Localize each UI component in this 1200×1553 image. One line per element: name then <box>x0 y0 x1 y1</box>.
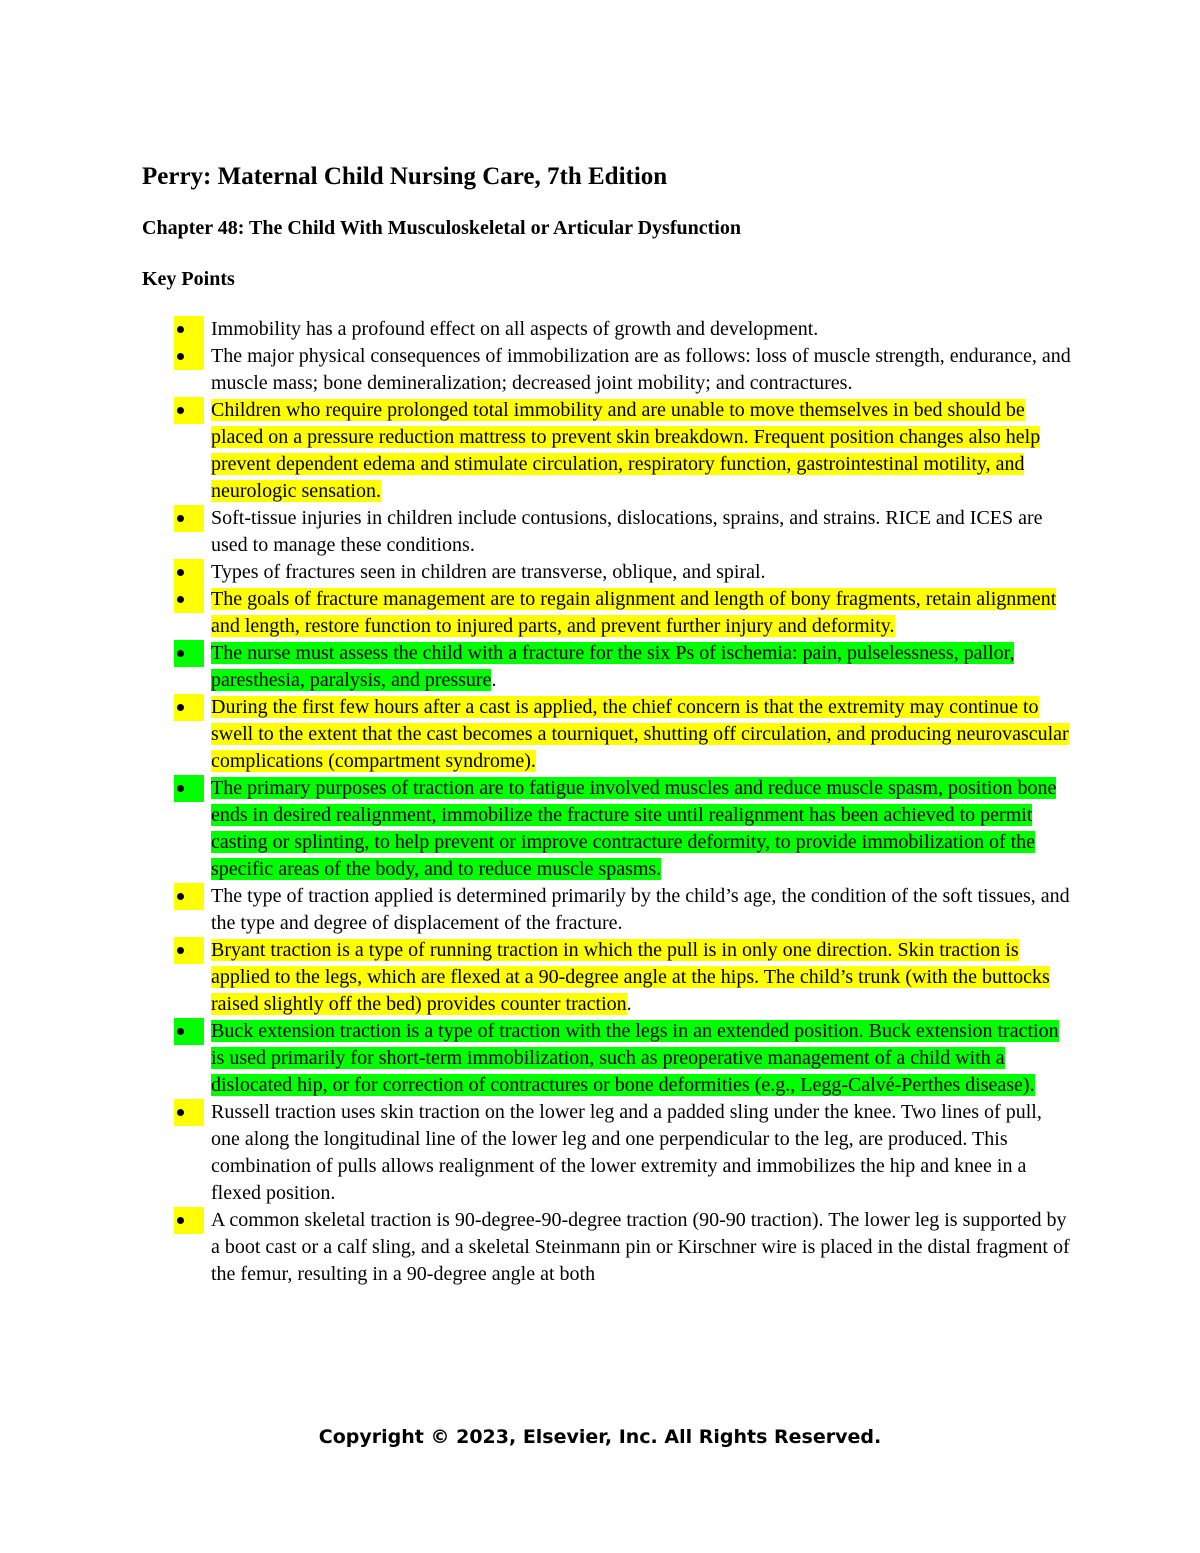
section-title: Key Points <box>142 268 235 290</box>
bullet-icon <box>174 343 204 370</box>
key-point-item <box>174 505 1074 559</box>
chapter-title: Chapter 48: The Child With Musculoskeletal or Articular Dysfunction <box>142 217 741 239</box>
bullet-icon <box>174 1018 204 1045</box>
key-point-text: Types of fractures seen in children are transverse, oblique, and spiral. <box>211 561 766 583</box>
key-point-text: A common skeletal traction is 90-degree-90-degree traction (90-90 traction). The lower leg is supported by a boot cast or a calf sling, and a skeletal Steinmann pin or Kirschner wire is placed in the distal fragment of the femur, resulting in a 90-degree angle at both <box>211 1209 1070 1285</box>
key-point-text: Soft-tissue injuries in children include contusions, dislocations, sprains, and strains. RICE and ICES are used to manage these conditions. <box>211 507 1043 556</box>
bullet-icon <box>174 775 204 802</box>
key-point-item <box>174 937 1074 1018</box>
bullet-icon <box>174 883 204 910</box>
bullet-icon <box>174 397 204 424</box>
bullet-icon <box>174 937 204 964</box>
key-point-text: The primary purposes of traction are to fatigue involved muscles and reduce muscle spasm, position bone ends in desired realignment, immobilize the fracture site until realignment has been achieved to permit casting or splinting, to help prevent or improve contracture deformity, to provide immobilization of the specific areas of the body, and to reduce muscle spasms. <box>211 777 1057 880</box>
key-point-text: The goals of fracture management are to regain alignment and length of bony fragments, retain alignment and length, restore function to injured parts, and prevent further injury and deformity. <box>211 588 1057 637</box>
key-point-text: The type of traction applied is determined primarily by the child’s age, the condition of the soft tissues, and the type and degree of displacement of the fracture. <box>211 885 1070 934</box>
bullet-icon <box>174 316 204 343</box>
key-point-item <box>174 883 1074 937</box>
bullet-icon <box>174 640 204 667</box>
key-point-text: Children who require prolonged total immobility and are unable to move themselves in bed should be placed on a pressure reduction mattress to prevent skin breakdown. Frequent position changes also help prevent dependent edema and stimulate circulation, respiratory function, gastrointestinal motility, and neurologic sensation. <box>211 399 1041 502</box>
key-point-text: The major physical consequences of immobilization are as follows: loss of muscle strength, endurance, and muscle mass; bone demineralization; decreased joint mobility; and contractures. <box>211 345 1071 394</box>
key-point-item <box>174 1207 1074 1288</box>
key-point-text: During the first few hours after a cast is applied, the chief concern is that the extremity may continue to swell to the extent that the cast becomes a tourniquet, shutting off circulation, and producing neurovascular complications (compartment syndrome). <box>211 696 1069 772</box>
bullet-icon <box>174 1099 204 1126</box>
key-points-list <box>174 316 1074 1288</box>
key-point-item <box>174 1018 1074 1099</box>
key-point-text: The nurse must assess the child with a fracture for the six Ps of ischemia: pain, pulselessness, pallor, paresthesia, paralysis, and pressure <box>211 642 1015 691</box>
copyright-footer: Copyright © 2023, Elsevier, Inc. All Rights Reserved. <box>318 1426 882 1448</box>
key-point-text: Bryant traction is a type of running traction in which the pull is in only one direction. Skin traction is applied to the legs, which are flexed at a 90-degree angle at the hips. The child’s trunk (with the buttocks raised slightly off the bed) provides counter traction <box>211 939 1050 1015</box>
bullet-icon <box>174 559 204 586</box>
key-point-item <box>174 559 1074 586</box>
bullet-icon <box>174 586 204 613</box>
key-point-text: . <box>626 993 632 1015</box>
bullet-icon <box>174 505 204 532</box>
key-point-text: Russell traction uses skin traction on the lower leg and a padded sling under the knee. Two lines of pull, one along the longitudinal line of the lower leg and one perpendicular to the leg, are produced. This combination of pulls allows realignment of the lower extremity and immobilizes the hip and knee in a flexed position. <box>211 1101 1042 1204</box>
bullet-icon <box>174 1207 204 1234</box>
key-point-text: . <box>491 669 497 691</box>
key-point-item <box>174 316 1074 343</box>
book-title: Perry: Maternal Child Nursing Care, 7th Edition <box>142 163 668 190</box>
key-point-item <box>174 586 1074 640</box>
key-point-text: Buck extension traction is a type of traction with the legs in an extended position. Buck extension traction is used primarily for short-term immobilization, such as preoperative management of a child with a dislocated hip, or for correction of contractures or bone deformities (e.g., Legg-Calvé-Perthes disease). <box>211 1020 1059 1096</box>
key-point-item <box>174 1099 1074 1207</box>
key-point-item <box>174 640 1074 694</box>
key-point-item <box>174 397 1074 505</box>
bullet-icon <box>174 694 204 721</box>
key-point-item <box>174 694 1074 775</box>
key-point-item <box>174 343 1074 397</box>
key-point-item <box>174 775 1074 883</box>
key-point-text: Immobility has a profound effect on all aspects of growth and development. <box>211 318 819 340</box>
